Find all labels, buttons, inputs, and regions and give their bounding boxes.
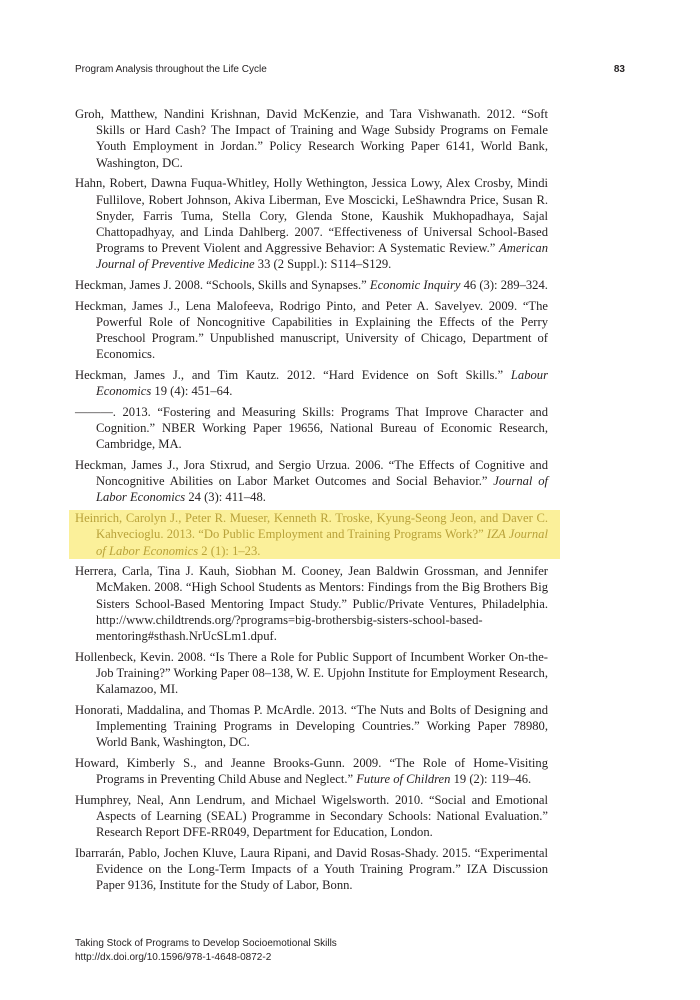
reference-text: Hollenbeck, Kevin. 2008. “Is There a Role for Public Support of Incumbent Worker On-the-Job Training?” Working Paper 08–138, W. E. Upjohn Institute for Employment Research, Kalamazoo, MI.	[75, 649, 548, 697]
reference-text: 46 (3): 289–324.	[460, 278, 548, 293]
reference-entry	[75, 563, 548, 644]
page-number: 83	[613, 64, 625, 75]
page-footer	[75, 937, 337, 965]
reference-text: 19 (4): 451–64.	[151, 384, 233, 399]
reference-text: Honorati, Maddalina, and Thomas P. McArdle. 2013. “The Nuts and Bolts of Designing and Implementing Training Programs in Developing Countries.” Working Paper 78980, World Bank, Washington, DC.	[75, 702, 548, 750]
reference-text: Herrera, Carla, Tina J. Kauh, Siobhan M. Cooney, Jean Baldwin Grossman, and Jennifer McMaken. 2008. “High School Students as Mentors: Findings from the Big Brothers Big Sisters School-Based Mentoring Impact Study.” Public/Private Ventures, Philadelphia. http://www.childtrends.org/?programs=big-brothersbig-sisters-school-based-mentoring#sthash.NrUcSLm1.dpuf.	[75, 564, 548, 644]
reference-text: Howard, Kimberly S., and Jeanne Brooks-Gunn. 2009. “The Role of Home-Visiting Programs in Preventing Child Abuse and Neglect.”	[75, 756, 548, 787]
reference-entry-highlighted	[69, 510, 560, 559]
reference-journal-title: Future of Children	[356, 772, 451, 787]
reference-text: Ibarrarán, Pablo, Jochen Kluve, Laura Ripani, and David Rosas-Shady. 2015. “Experimental Evidence on the Long-Term Impacts of a Youth Training Program.” IZA Discussion Paper 9136, Institute for the Study of Labor, Bonn.	[75, 846, 548, 893]
reference-text: Groh, Matthew, Nandini Krishnan, David McKenzie, and Tara Vishwanath. 2012. “Soft Skills or Hard Cash? The Impact of Training and Wage Subsidy Programs on Female Youth Employment in Jordan.” Policy Research Working Paper 6141, World Bank, Washington, DC.	[75, 107, 548, 170]
reference-text: Heckman, James J., and Tim Kautz. 2012. “Hard Evidence on Soft Skills.”	[75, 368, 511, 383]
reference-entry	[75, 845, 548, 894]
reference-text: ———. 2013. “Fostering and Measuring Skills: Programs That Improve Character and Cognition.” NBER Working Paper 19656, National Bureau of Economic Research, Cambridge, MA.	[75, 404, 548, 452]
reference-text: 24 (3): 411–48.	[185, 490, 266, 505]
reference-entry	[75, 702, 548, 751]
reference-entry	[75, 649, 548, 698]
reference-text: Heckman, James J., Lena Malofeeva, Rodrigo Pinto, and Peter A. Savelyev. 2009. “The Powerful Role of Noncognitive Capabilities in Explaining the Effects of the Perry Preschool Program.” Unpublished manuscript, University of Chicago, Department of Economics.	[75, 298, 548, 362]
reference-text: 33 (2 Suppl.): S114–S129.	[254, 257, 392, 272]
reference-journal-title: Labour Economics	[96, 368, 548, 399]
reference-entry	[75, 457, 548, 506]
reference-journal-title: Journal of Labor Economics	[96, 474, 548, 505]
reference-text: 2 (1): 1–23.	[198, 543, 261, 558]
reference-entry	[75, 106, 548, 171]
reference-entry	[75, 404, 548, 453]
reference-text: Hahn, Robert, Dawna Fuqua-Whitley, Holly Wethington, Jessica Lowy, Alex Crosby, Mindi Fullilove, Robert Johnson, Akiva Liberman, Eve Moscicki, LeShawndra Price, Susan R. Snyder, Farris Tuma, Stella Cory, Glenda Stone, Kaushik Mukhopadhaya, Sajal Chattopadhyay, and Linda Dahlberg. 2007. “Effectiveness of Universal School-Based Programs to Prevent Violent and Aggressive Behavior: A Systematic Review.”	[75, 176, 548, 256]
reference-text: Heckman, James J., Jora Stixrud, and Sergio Urzua. 2006. “The Effects of Cognitive and Noncognitive Abilities on Labor Market Outcomes and Social Behavior.”	[75, 458, 548, 489]
reference-text: Humphrey, Neal, Ann Lendrum, and Michael Wigelsworth. 2010. “Social and Emotional Aspects of Learning (SEAL) Programme in Secondary Schools: National Evaluation.” Research Report DFE-RR049, Department for Education, London.	[75, 792, 548, 840]
reference-entry	[75, 367, 548, 399]
reference-entry	[75, 175, 548, 272]
reference-entry	[75, 792, 548, 841]
running-title: Program Analysis throughout the Life Cycle	[75, 64, 267, 75]
reference-entry	[75, 277, 548, 293]
reference-entry	[75, 755, 548, 787]
reference-list	[75, 106, 548, 898]
reference-text: Heckman, James J. 2008. “Schools, Skills and Synapses.”	[75, 278, 370, 293]
reference-journal-title: Economic Inquiry	[369, 278, 461, 293]
reference-journal-title: American Journal of Preventive Medicine	[96, 241, 548, 272]
footer-book-title: Taking Stock of Programs to Develop Socioemotional Skills	[75, 938, 337, 949]
reference-journal-title: IZA Journal of Labor Economics	[96, 527, 548, 558]
reference-text: Heinrich, Carolyn J., Peter R. Mueser, Kenneth R. Troske, Kyung-Seong Jeon, and Daver C. Kahvecioglu. 2013. “Do Public Employment and Training Programs Work?”	[75, 511, 548, 542]
reference-entry	[75, 298, 548, 363]
reference-text: 19 (2): 119–46.	[450, 772, 532, 787]
footer-doi: http://dx.doi.org/10.1596/978-1-4648-0872-2	[75, 952, 272, 963]
